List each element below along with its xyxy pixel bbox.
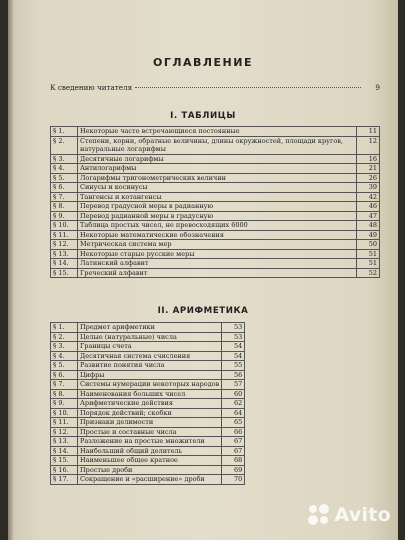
page-number: 42 [357, 192, 380, 202]
section-heading: Целые (натуральные) числа [78, 332, 222, 342]
page-number: 69 [222, 465, 245, 475]
toc-row [51, 380, 245, 390]
intro-entry [50, 83, 380, 92]
section-number: § 17. [51, 475, 78, 485]
toc-row [51, 221, 380, 231]
toc-row [51, 370, 245, 380]
watermark-text: Avito [334, 504, 391, 526]
section-number: § 14. [51, 259, 78, 269]
section-heading: Синусы и косинусы [78, 183, 357, 193]
section-heading: Наименьшее общее кратное [78, 456, 222, 466]
section-number: § 13. [51, 437, 78, 447]
page-number: 51 [357, 259, 380, 269]
section-number: § 8. [51, 202, 78, 212]
section-heading: Логарифмы тригонометрических величин [78, 173, 357, 183]
page-number: 50 [357, 240, 380, 250]
toc-row [51, 361, 245, 371]
toc-row [51, 389, 245, 399]
avito-watermark [308, 504, 391, 526]
section-number: § 6. [51, 370, 78, 380]
section-heading: Перевод радианной меры в градусную [78, 211, 357, 221]
toc-row [51, 351, 245, 361]
page-number: 11 [357, 127, 380, 137]
page-number: 54 [222, 342, 245, 352]
page-number: 51 [357, 249, 380, 259]
section-number: § 6. [51, 183, 78, 193]
section-number: § 2. [51, 332, 78, 342]
toc-row [51, 230, 380, 240]
section-heading: Греческий алфавит [78, 268, 357, 278]
page-number: 56 [222, 370, 245, 380]
page-number: 64 [222, 408, 245, 418]
toc-row [51, 332, 245, 342]
page-number: 39 [357, 183, 380, 193]
page-number: 53 [222, 332, 245, 342]
section-1-title: I. ТАБЛИЦЫ [170, 111, 236, 121]
section-heading: Разложение на простые множители [78, 437, 222, 447]
section-number: § 10. [51, 408, 78, 418]
toc-row [51, 202, 380, 212]
section-heading: Десятичные логарифмы [78, 154, 357, 164]
section-heading: Простые и составные числа [78, 427, 222, 437]
page-number: 65 [222, 418, 245, 428]
section-heading: Антилогарифмы [78, 164, 357, 174]
section-2-table [50, 322, 245, 485]
section-number: § 5. [51, 173, 78, 183]
page-number: 67 [222, 446, 245, 456]
section-number: § 5. [51, 361, 78, 371]
section-heading: Тангенсы и котангенсы [78, 192, 357, 202]
section-heading: Сокращение и «расширение» дроби [78, 475, 222, 485]
section-heading: Некоторые часто встречающиеся постоянные [78, 127, 357, 137]
section-heading: Таблица простых чисел, не превосходящих 6000 [78, 221, 357, 231]
section-heading: Перевод градусной меры в радианную [78, 202, 357, 212]
page-number: 62 [222, 399, 245, 409]
section-heading: Арифметические действия [78, 399, 222, 409]
toc-row [51, 183, 380, 193]
intro-label: К сведению читателя [50, 83, 133, 92]
section-number: § 11. [51, 418, 78, 428]
toc-row [51, 437, 245, 447]
toc-row [51, 399, 245, 409]
page-number: 60 [222, 389, 245, 399]
section-number: § 13. [51, 249, 78, 259]
section-heading: Развитие понятия числа [78, 361, 222, 371]
section-number: § 14. [51, 446, 78, 456]
toc-row [51, 240, 380, 250]
section-heading: Цифры [78, 370, 222, 380]
section-number: § 12. [51, 240, 78, 250]
section-number: § 9. [51, 399, 78, 409]
toc-row [51, 211, 380, 221]
leader-dots [135, 87, 361, 88]
section-heading: Некоторые математические обозначения [78, 230, 357, 240]
section-number: § 1. [51, 127, 78, 137]
page-number: 49 [357, 230, 380, 240]
page-number: 57 [222, 380, 245, 390]
toc-row [51, 192, 380, 202]
toc-row [51, 456, 245, 466]
section-heading: Простые дроби [78, 465, 222, 475]
page-number: 26 [357, 173, 380, 183]
page-number: 55 [222, 361, 245, 371]
book-page [8, 0, 398, 540]
page-number: 21 [357, 164, 380, 174]
section-number: § 4. [51, 351, 78, 361]
toc-row [51, 173, 380, 183]
section-number: § 15. [51, 268, 78, 278]
page-number: 54 [222, 351, 245, 361]
section-heading: Системы нумерации некоторых народов [78, 380, 222, 390]
section-number: § 7. [51, 380, 78, 390]
toc-row [51, 127, 380, 137]
section-1-table [50, 126, 380, 278]
page-number: 53 [222, 323, 245, 333]
toc-row [51, 465, 245, 475]
section-number: § 4. [51, 164, 78, 174]
page-number: 70 [222, 475, 245, 485]
page-number: 46 [357, 202, 380, 212]
section-heading: Наибольший общий делитель [78, 446, 222, 456]
section-heading: Наименования больших чисел [78, 389, 222, 399]
toc-row [51, 164, 380, 174]
page-number: 12 [357, 136, 380, 154]
section-heading: Предмет арифметики [78, 323, 222, 333]
avito-logo-icon [308, 504, 330, 526]
section-number: § 15. [51, 456, 78, 466]
toc-row [51, 136, 380, 154]
page-number: 47 [357, 211, 380, 221]
page-number: 48 [357, 221, 380, 231]
section-number: § 16. [51, 465, 78, 475]
section-heading: Границы счета [78, 342, 222, 352]
section-number: § 10. [51, 221, 78, 231]
toc-row [51, 249, 380, 259]
page-number: 68 [222, 456, 245, 466]
section-heading: Порядок действий; скобки [78, 408, 222, 418]
section-number: § 2. [51, 136, 78, 154]
page-number: 16 [357, 154, 380, 164]
section-number: § 9. [51, 211, 78, 221]
section-number: § 1. [51, 323, 78, 333]
intro-page: 9 [375, 83, 380, 92]
section-heading: Степени, корни, обратные величины, длины окружностей, площади кругов, натуральные логарифмы [78, 136, 357, 154]
toc-row [51, 418, 245, 428]
page-number: 66 [222, 427, 245, 437]
toc-row [51, 427, 245, 437]
section-heading: Десятичная система счисления [78, 351, 222, 361]
toc-row [51, 342, 245, 352]
section-heading: Некоторые старые русские меры [78, 249, 357, 259]
page-title: ОГЛАВЛЕНИЕ [153, 56, 253, 69]
page-number: 52 [357, 268, 380, 278]
section-heading: Метрическая система мер [78, 240, 357, 250]
toc-row [51, 475, 245, 485]
section-number: § 12. [51, 427, 78, 437]
section-number: § 3. [51, 342, 78, 352]
page-spine [8, 0, 14, 540]
section-number: § 7. [51, 192, 78, 202]
section-number: § 3. [51, 154, 78, 164]
toc-row [51, 323, 245, 333]
section-heading: Признаки делимости [78, 418, 222, 428]
toc-row [51, 268, 380, 278]
toc-row [51, 154, 380, 164]
section-heading: Латинский алфавит [78, 259, 357, 269]
toc-row [51, 259, 380, 269]
page-number: 67 [222, 437, 245, 447]
section-number: § 8. [51, 389, 78, 399]
toc-row [51, 408, 245, 418]
section-number: § 11. [51, 230, 78, 240]
toc-row [51, 446, 245, 456]
section-2-title: II. АРИФМЕТИКА [157, 306, 249, 316]
